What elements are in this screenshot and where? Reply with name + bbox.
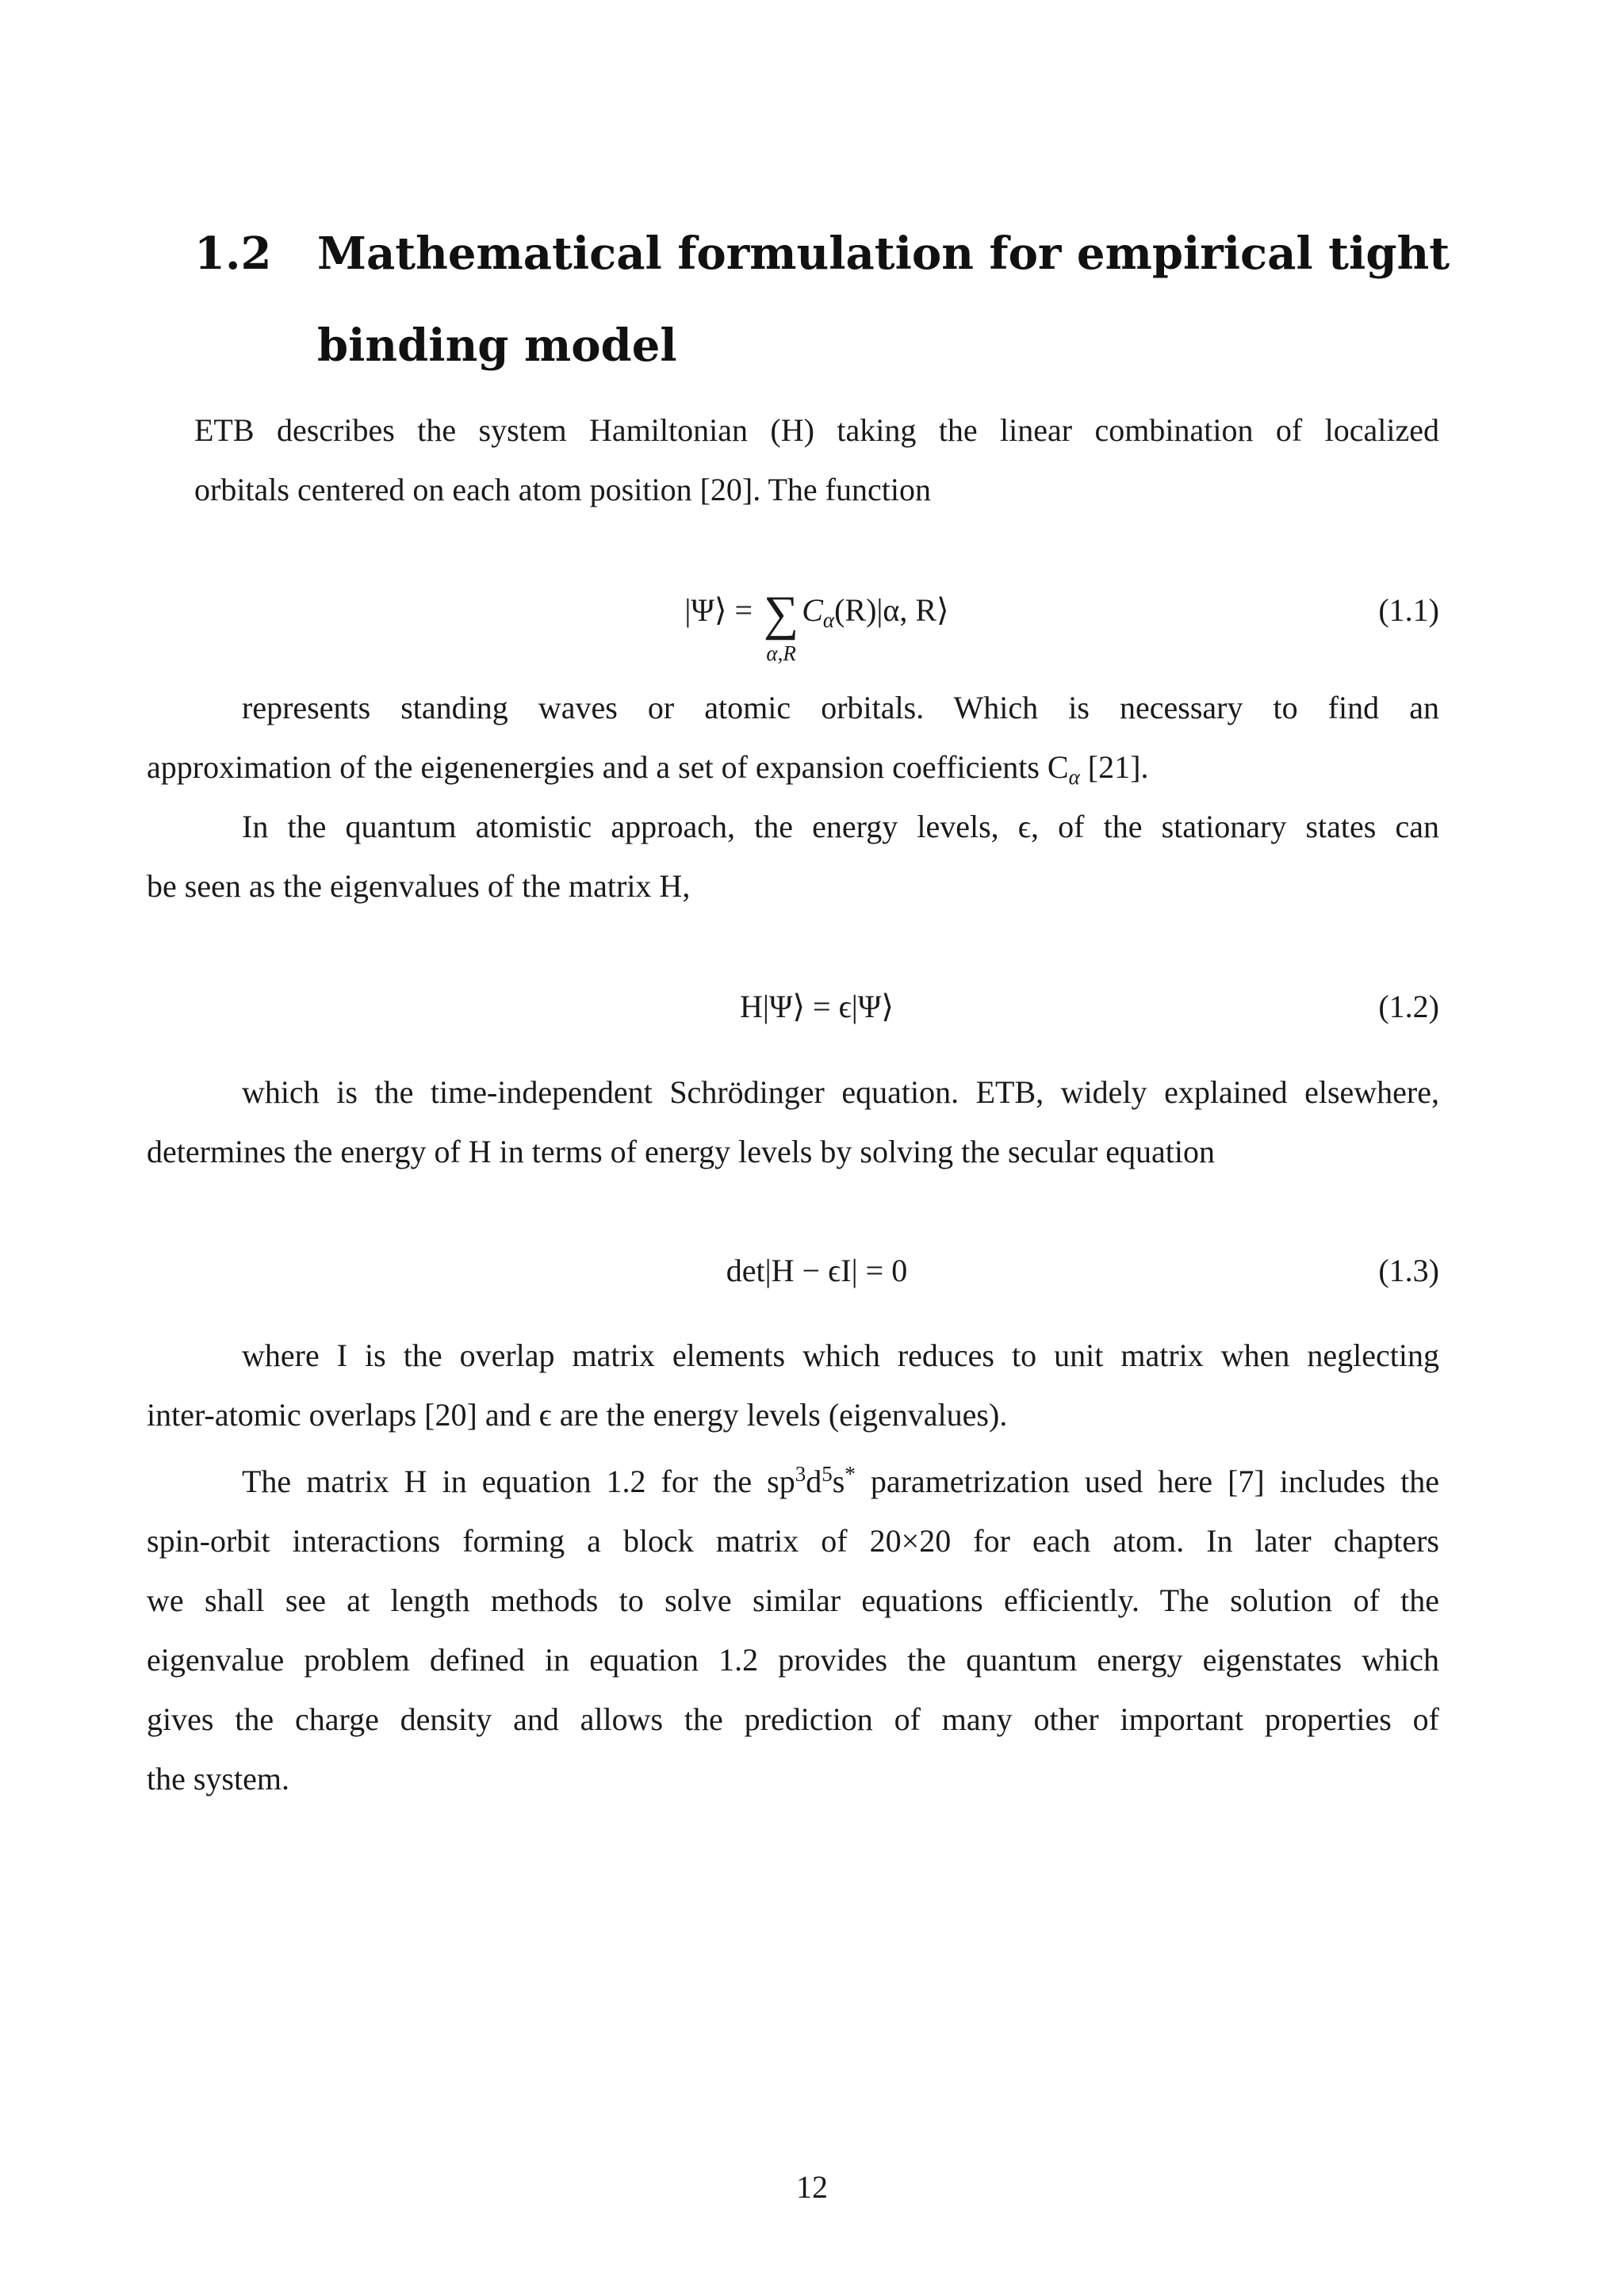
- text-line: determines the energy of H in terms of energy levels by solving the secular equation: [147, 1134, 1216, 1169]
- superscript: 3: [795, 1462, 806, 1486]
- summation: [764, 586, 799, 665]
- text-line: In the quantum atomistic approach, the energy levels, ϵ, of the stationary states can: [242, 809, 1439, 844]
- summation-symbol: ∑: [764, 586, 799, 641]
- paragraph-schrodinger: [147, 1062, 1439, 1181]
- text-line: which is the time-independent Schrödinger equation. ETB, widely explained elsewhere,: [242, 1074, 1439, 1110]
- section-title: [317, 208, 1459, 392]
- text-line: [194, 1445, 1439, 1511]
- text-line: spin-orbit interactions forming a block matrix of 20×20 for each atom. In later chapters: [147, 1523, 1439, 1559]
- eq-lhs: |Ψ⟩ =: [684, 592, 761, 628]
- paragraph-orbitals: [147, 678, 1439, 807]
- eq-coefficient-subscript: α: [822, 608, 835, 632]
- text-line: orbitals centered on each atom position [20]. The function: [194, 472, 931, 507]
- eq-rhs: (R)|α, R⟩: [834, 592, 949, 628]
- text-line: we shall see at length methods to solve similar equations efficiently. The solution of the: [147, 1582, 1439, 1618]
- section-title-line-1: Mathematical formulation for empirical tight: [317, 228, 1450, 280]
- equation-number: (1.1): [1378, 592, 1439, 628]
- text-line: where I is the overlap matrix elements which reduces to unit matrix when neglecting: [242, 1337, 1439, 1373]
- text-line: represents standing waves or atomic orbitals. Which is necessary to find an: [242, 690, 1439, 725]
- paragraph-overlap: [147, 1326, 1439, 1445]
- text-segment: approximation of the eigenenergies and a set of expansion coefficients C: [147, 749, 1069, 785]
- superscript: 5: [822, 1462, 833, 1486]
- subscript: α: [1068, 765, 1080, 789]
- equation-body: [194, 579, 1439, 665]
- text-segment: s: [832, 1464, 845, 1499]
- equation-body: det|H − ϵI| = 0: [726, 1253, 908, 1288]
- eq-coefficient: C: [802, 592, 823, 628]
- equation-1-2: [194, 975, 1439, 1039]
- equation-body: H|Ψ⟩ = ϵ|Ψ⟩: [740, 989, 894, 1024]
- section-number: 1.2: [194, 228, 272, 280]
- equation-number: (1.2): [1378, 989, 1439, 1024]
- equation-1-3: [194, 1239, 1439, 1303]
- text-line: ETB describes the system Hamiltonian (H) taking the linear combination of localized: [194, 412, 1439, 448]
- page-number: 12: [796, 2169, 828, 2205]
- text-line: the system.: [147, 1761, 289, 1797]
- superscript: *: [845, 1462, 856, 1486]
- text-line: eigenvalue problem defined in equation 1.2 provides the quantum energy eigenstates which: [147, 1642, 1439, 1678]
- text-segment: d: [806, 1464, 822, 1499]
- paragraph-matrix: [147, 1445, 1439, 1808]
- paragraph-energy-levels: [147, 797, 1439, 916]
- text-line: be seen as the eigenvalues of the matrix H,: [147, 868, 691, 904]
- text-line: gives the charge density and allows the prediction of many other important properties of: [147, 1701, 1439, 1737]
- section-title-line-2: binding model: [317, 320, 677, 372]
- summation-index: α,R: [766, 641, 796, 665]
- equation-1-1: [194, 579, 1439, 665]
- equation-number: (1.3): [1378, 1253, 1439, 1288]
- paragraph-intro: [194, 400, 1439, 519]
- text-segment: [21].: [1079, 749, 1149, 785]
- text-line: inter-atomic overlaps [20] and ϵ are the energy levels (eigenvalues).: [147, 1397, 1008, 1433]
- text-segment: The matrix H in equation 1.2 for the sp: [242, 1464, 795, 1499]
- text-segment: parametrization used here [7] includes the: [855, 1464, 1439, 1499]
